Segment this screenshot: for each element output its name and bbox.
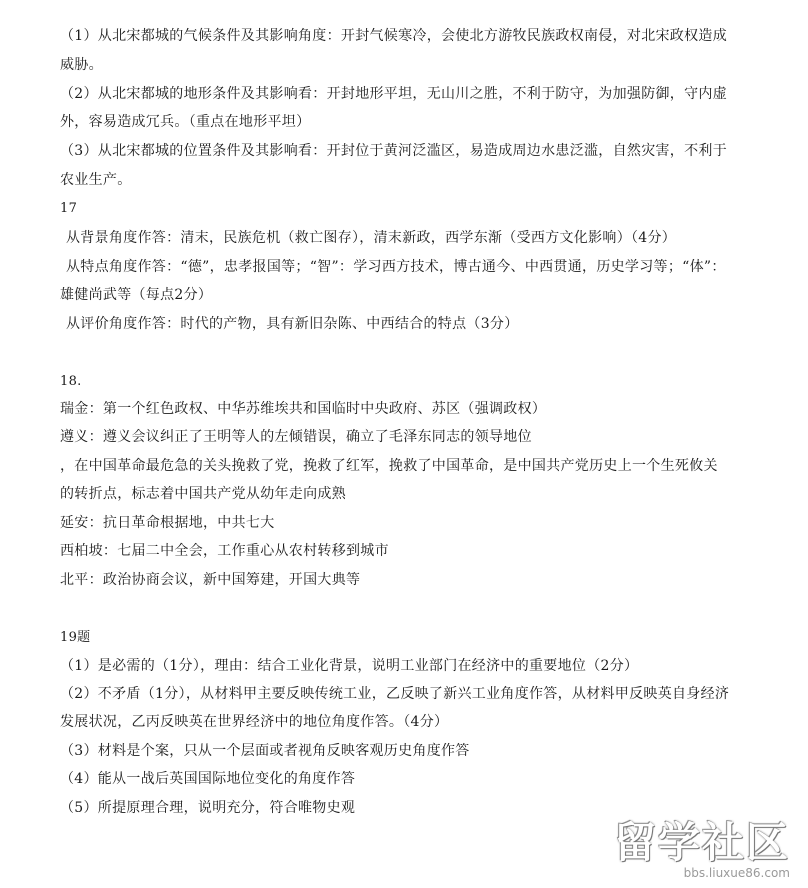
q18-line-2: 遵义：遵义会议纠正了王明等人的左倾错误，确立了毛泽东同志的领导地位 <box>60 429 532 445</box>
q19-line-4: （3）材料是个案，只从一个层面或者视角反映客观历史角度作答 <box>60 743 470 759</box>
watermark <box>614 810 790 880</box>
q16-line-3: （2）从北宋都城的地形条件及其影响看：开封地形平坦，无山川之胜，不利于防守，为加强防御，守内虚 <box>60 86 728 102</box>
q18-line-5: 延安：抗日革命根据地，中共七大 <box>60 515 275 531</box>
q19-line-1: （1）是必需的（1分），理由：结合工业化背景，说明工业部门在经济中的重要地位（2分） <box>60 658 639 674</box>
q19-line-2: （2）不矛盾（1分），从材料甲主要反映传统工业，乙反映了新兴工业角度作答，从材料甲反映英自身经济 <box>60 686 730 702</box>
watermark-url: bbs.liuxue86.com <box>683 866 790 880</box>
q19-line-5: （4）能从一战后英国国际地位变化的角度作答 <box>60 771 356 787</box>
q19-line-3: 发展状况，乙丙反映英在世界经济中的地位角度作答。（4分） <box>60 714 449 730</box>
q17-line-4: 从评价角度作答：时代的产物，具有新旧杂陈、中西结合的特点（3分） <box>66 316 519 332</box>
q19-number: 19题 <box>60 630 91 645</box>
q18-number: 18. <box>60 374 82 389</box>
q18-line-3: ，在中国革命最危急的关头挽救了党，挽救了红军，挽救了中国革命，是中国共产党历史上一个生死攸关 <box>60 458 718 474</box>
q18-line-4: 的转折点，标志着中国共产党从幼年走向成熟 <box>60 486 346 502</box>
q16-line-1: （1）从北宋都城的气候条件及其影响角度：开封气候寒冷，会使北方游牧民族政权南侵，对北宋政权造成 <box>60 28 728 44</box>
q18-line-7: 北平：政治协商会议，新中国筹建，开国大典等 <box>60 572 361 588</box>
q16-line-5: （3）从北宋都城的位置条件及其影响看：开封位于黄河泛滥区，易造成周边水患泛滥，自然灾害，不利于 <box>60 143 728 159</box>
q17-number: 17 <box>60 201 78 216</box>
q18-line-6: 西柏坡：七届二中全会，工作重心从农村转移到城市 <box>60 543 389 559</box>
watermark-logo: 留学社区 <box>613 818 790 867</box>
q16-line-4: 外，容易造成冗兵。（重点在地形平坦） <box>60 114 311 130</box>
q17-line-1: 从背景角度作答：清末，民族危机（救亡图存），清末新政，西学东渐（受西方文化影响）（4分） <box>66 230 677 246</box>
q16-line-2: 威胁。 <box>60 57 103 73</box>
q16-line-6: 农业生产。 <box>60 172 132 188</box>
q17-line-2: 从特点角度作答：“德”，忠孝报国等；“智”：学习西方技术，博古通今、中西贯通，历史学习等；“体”： <box>66 259 726 275</box>
q17-line-3: 雄健尚武等（每点2分） <box>60 287 213 303</box>
q18-line-1: 瑞金：第一个红色政权、中华苏维埃共和国临时中央政府、苏区（强调政权） <box>60 401 547 417</box>
q19-line-6: （5）所提原理合理，说明充分，符合唯物史观 <box>60 800 356 816</box>
